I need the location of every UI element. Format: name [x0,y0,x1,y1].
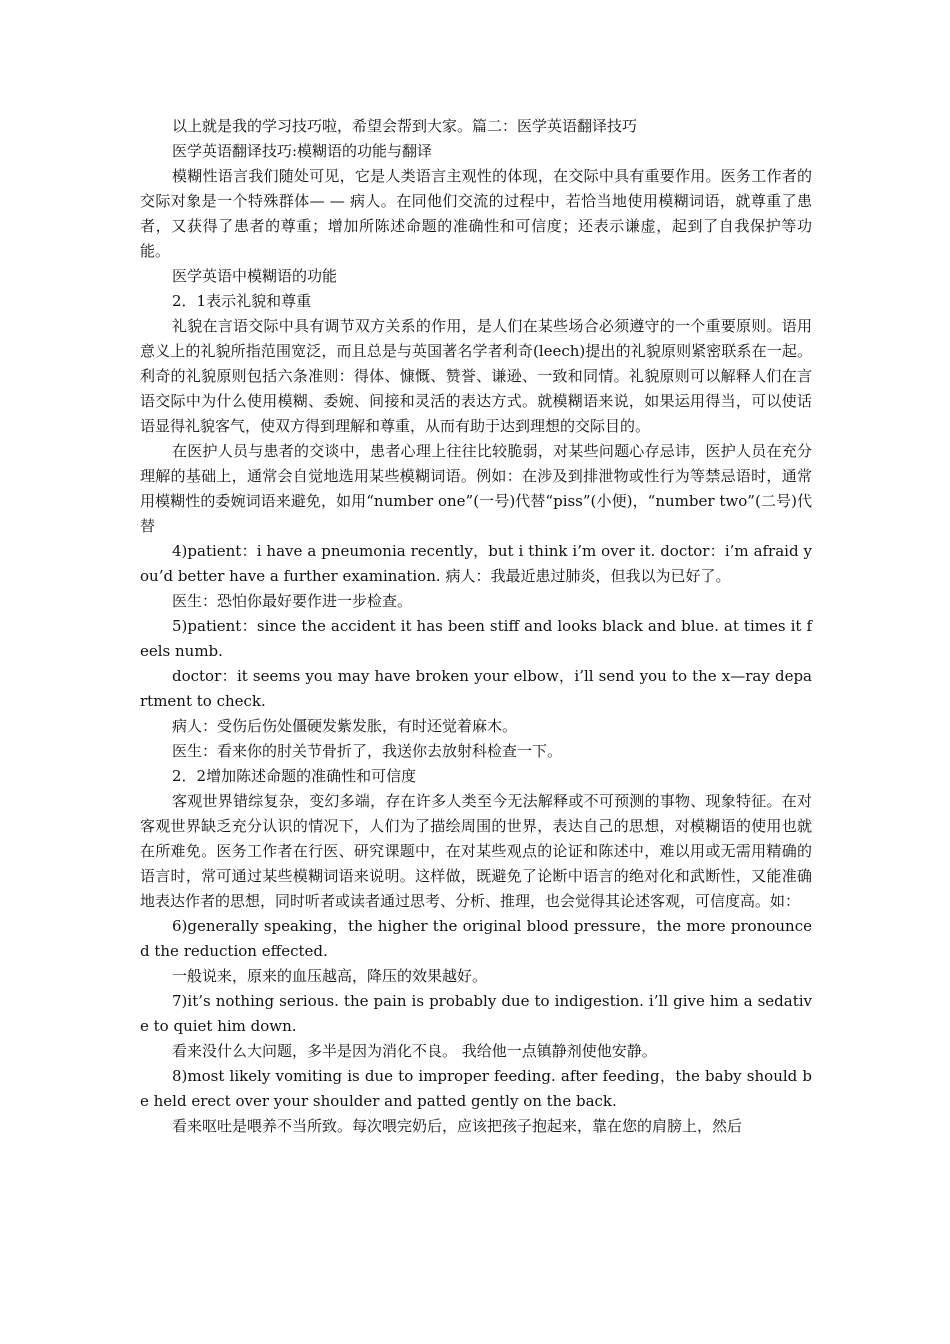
example-translation: 看来呕吐是喂养不当所致。每次喂完奶后，应该把孩子抱起来，靠在您的肩膀上，然后 [172,1117,743,1135]
example-translation: 看来没什么大问题，多半是因为消化不良。 我给他一点镇静剂使他安静。 [172,1042,657,1060]
example-sentence: 6)generally speaking，the higher the original blood pressure，the more pronounced the reduction effected. [140,917,812,960]
subsection-heading: 2．1表示礼貌和尊重 [172,292,312,310]
example-dialogue: doctor：it seems you may have broken your elbow，i’ll send you to the x—ray department to check. [140,667,812,710]
document-body [140,114,812,1139]
section-heading: 医学英语中模糊语的功能 [172,267,338,285]
subsection-heading: 2．2增加陈述命题的准确性和可信度 [172,767,417,785]
example-sentence: 8)most likely vomiting is due to improper feeding. after feeding，the baby should be held erect over your shoulder and patted gently on the back. [140,1067,812,1110]
section-title: 医学英语翻译技巧:模糊语的功能与翻译 [172,142,433,160]
example-translation: 一般说来，原来的血压越高，降压的效果越好。 [172,967,488,985]
paragraph: 以上就是我的学习技巧啦，希望会帮到大家。篇二：医学英语翻译技巧 [172,117,638,135]
example-sentence: 7)it’s nothing serious. the pain is probably due to indigestion. i’ll give him a sedative to quiet him down. [140,992,812,1035]
paragraph: 在医护人员与患者的交谈中，患者心理上往往比较脆弱，对某些问题心存忌讳，医护人员在充分理解的基础上，通常会自觉地选用某些模糊词语。例如：在涉及到排泄物或性行为等禁忌语时，通常用模糊性的委婉词语来避免，如用“number one”(一号)代替“piss”(小便)，“number two”(二号)代替 [140,442,812,535]
paragraph: 模糊性语言我们随处可见，它是人类语言主观性的体现，在交际中具有重要作用。医务工作者的交际对象是一个特殊群体— — 病人。在同他们交流的过程中，若恰当地使用模糊词语，就尊重了患者，又获得了患者的尊重；增加所陈述命题的准确性和可信度；还表示谦虚，起到了自我保护等功能。 [140,167,812,260]
paragraph: 礼貌在言语交际中具有调节双方关系的作用，是人们在某些场合必须遵守的一个重要原则。语用意义上的礼貌所指范围宽泛，而且总是与英国著名学者利奇(leech)提出的礼貌原则紧密联系在一起。利奇的礼貌原则包括六条准则：得体、慷慨、赞誉、谦逊、一致和同情。礼貌原则可以解释人们在言语交际中为什么使用模糊、委婉、间接和灵活的表达方式。就模糊语来说，如果运用得当，可以使话语显得礼貌客气，使双方得到理解和尊重，从而有助于达到理想的交际目的。 [140,317,812,435]
example-dialogue: 5)patient：since the accident it has been stiff and looks black and blue. at times it feels numb. [140,617,812,660]
example-translation: 病人：受伤后伤处僵硬发紫发胀，有时还觉着麻木。 [172,717,518,735]
example-translation: 医生：看来你的肘关节骨折了，我送你去放射科检查一下。 [172,742,563,760]
example-dialogue: 4)patient：i have a pneumonia recently，but i think i’m over it. doctor：i’m afraid you’d better have a further examination. 病人：我最近患过肺炎，但我以为已好了。 [140,542,812,585]
paragraph: 客观世界错综复杂，变幻多端，存在许多人类至今无法解释或不可预测的事物、现象特征。在对客观世界缺乏充分认识的情况下，人们为了描绘周围的世界，表达自己的思想，对模糊语的使用也就在所难免。医务工作者在行医、研究课题中，在对某些观点的论证和陈述中，难以用或无需用精确的语言时，常可通过某些模糊词语来说明。这样做，既避免了论断中语言的绝对化和武断性，又能准确地表达作者的思想，同时听者或读者通过思考、分析、推理，也会觉得其论述客观，可信度高。如： [140,792,812,910]
example-translation: 医生：恐怕你最好要作进一步检查。 [172,592,413,610]
